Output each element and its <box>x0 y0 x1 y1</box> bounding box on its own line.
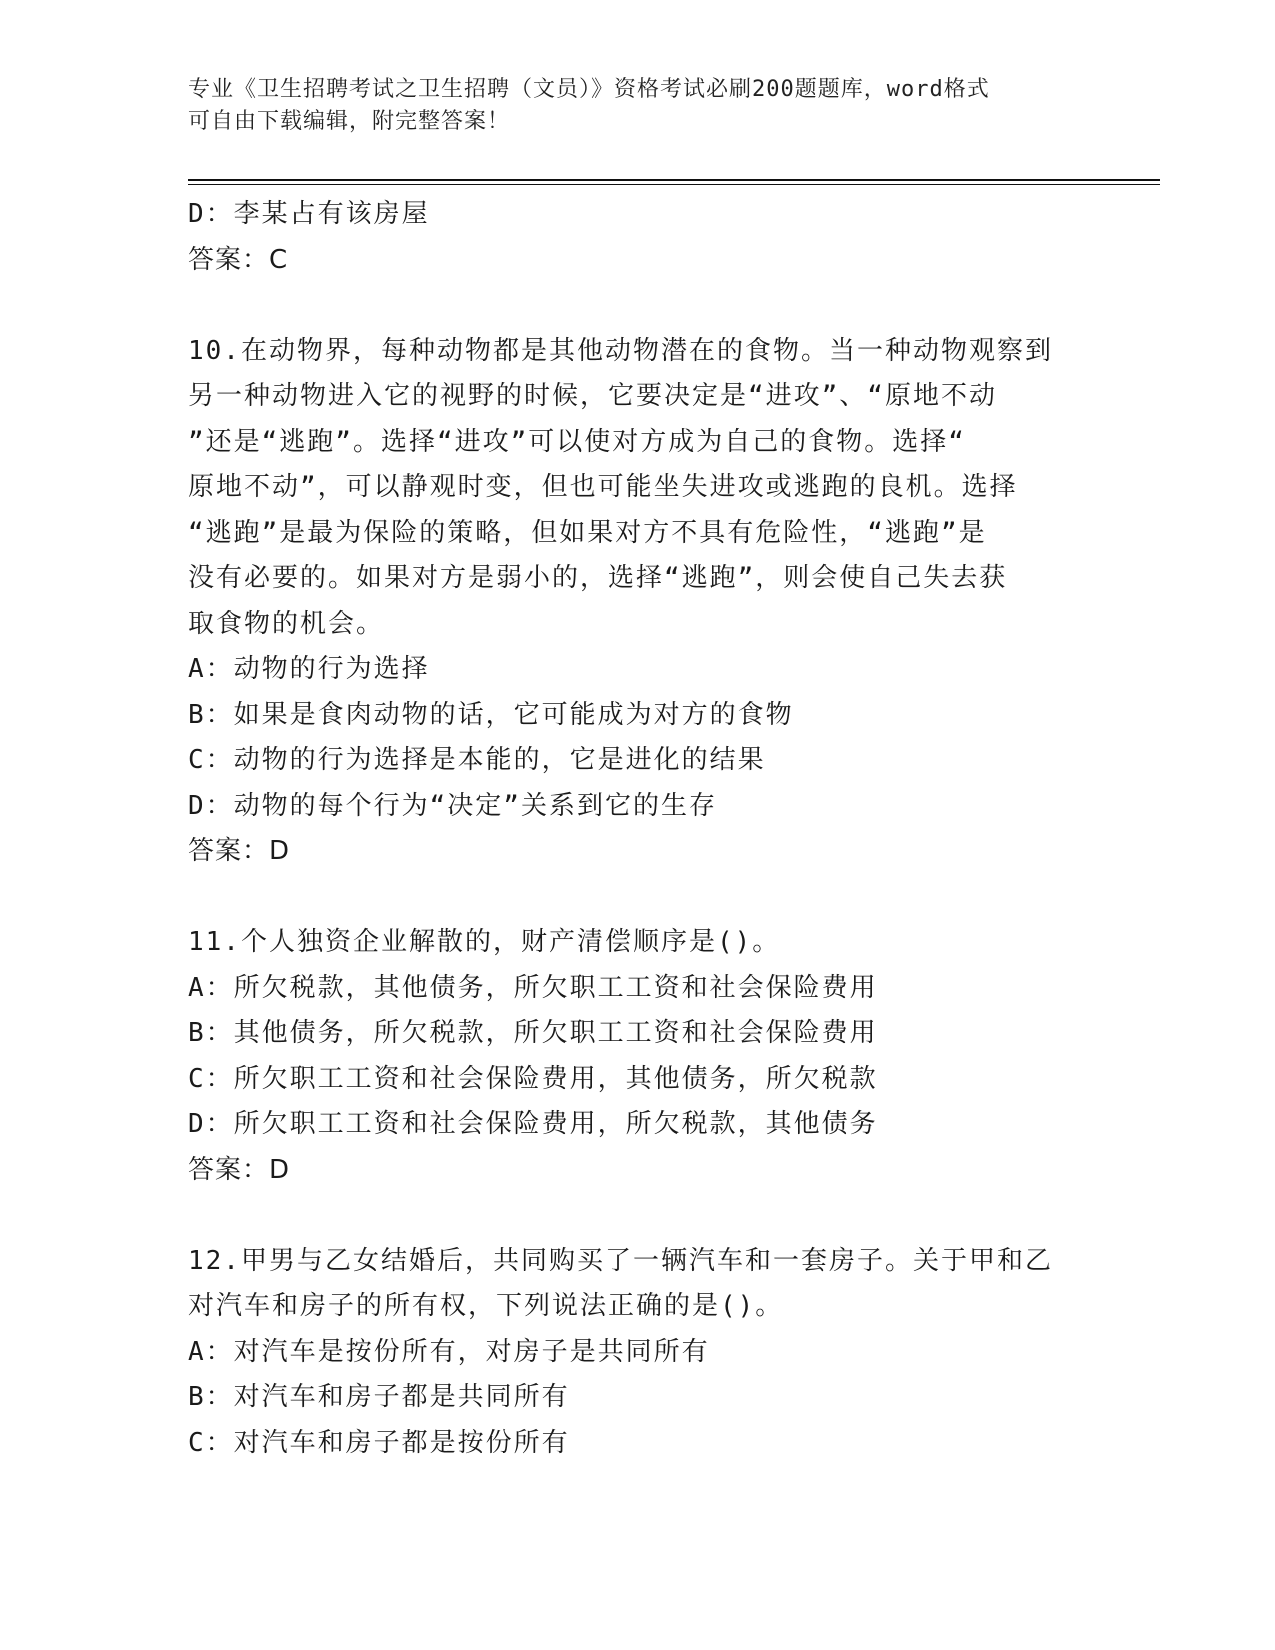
option-a: A：对汽车是按份所有，对房子是共同所有 <box>188 1336 710 1367</box>
answer-line: 答案：D <box>188 836 291 866</box>
spacer <box>188 283 1088 329</box>
option-d: D：所欠职工工资和社会保险费用，所欠税款，其他债务 <box>188 1109 878 1139</box>
option-c: C：对汽车和房子都是按份所有 <box>188 1427 570 1458</box>
option-b: B：其他债务，所欠税款，所欠职工工资和社会保险费用 <box>188 1018 878 1048</box>
header-divider-thick <box>188 179 1160 181</box>
question-stem-line: 没有必要的。如果对方是弱小的，选择“逃跑”，则会使自己失去获 <box>188 563 1008 593</box>
question-12 <box>188 1239 1088 1467</box>
option-c: C：动物的行为选择是本能的，它是进化的结果 <box>188 745 766 775</box>
document-header <box>188 74 1068 138</box>
option-d: D：动物的每个行为“决定”关系到它的生存 <box>188 790 717 821</box>
option-a: A：动物的行为选择 <box>188 654 430 684</box>
answer-line: 答案：D <box>188 1154 291 1185</box>
question-stem-line: 原地不动”，可以静观时变，但也可能坐失进攻或逃跑的良机。选择 <box>188 472 1018 502</box>
header-line-1: 专业《卫生招聘考试之卫生招聘（文员）》资格考试必刷200题题库，word格式 <box>188 77 990 102</box>
question-stem-line: 另一种动物进入它的视野的时候，它要决定是“进攻”、“原地不动 <box>188 381 997 411</box>
question-11 <box>188 920 1088 1193</box>
spacer <box>188 875 1088 921</box>
question-stem-line: 10.在动物界，每种动物都是其他动物潜在的食物。当一种动物观察到 <box>188 335 1053 366</box>
question-stem-line: 取食物的机会。 <box>188 608 385 639</box>
question-stem-line: 对汽车和房子的所有权，下列说法正确的是()。 <box>188 1291 784 1321</box>
option-b: B：如果是食肉动物的话，它可能成为对方的食物 <box>188 699 794 730</box>
question-stem-line: 11.个人独资企业解散的，财产清偿顺序是()。 <box>188 927 781 957</box>
spacer <box>188 1193 1088 1239</box>
answer-line: 答案：C <box>188 244 289 275</box>
header-divider-thin <box>188 184 1160 185</box>
option-c: C：所欠职工工资和社会保险费用，其他债务，所欠税款 <box>188 1063 878 1094</box>
option-b: B：对汽车和房子都是共同所有 <box>188 1382 570 1412</box>
option-d: D：李某占有该房屋 <box>188 199 430 229</box>
option-a: A：所欠税款，其他债务，所欠职工工资和社会保险费用 <box>188 972 878 1003</box>
question-stem-line: 12.甲男与乙女结婚后，共同购买了一辆汽车和一套房子。关于甲和乙 <box>188 1245 1053 1276</box>
question-stem-line: ”还是“逃跑”。选择“进攻”可以使对方成为自己的食物。选择“ <box>188 426 966 457</box>
question-stem-line: “逃跑”是最为保险的策略，但如果对方不具有危险性，“逃跑”是 <box>188 517 987 548</box>
question-10 <box>188 329 1088 875</box>
header-line-2: 可自由下载编辑，附完整答案！ <box>188 109 511 134</box>
question-9-tail <box>188 192 1088 283</box>
document-body <box>188 192 1088 1466</box>
